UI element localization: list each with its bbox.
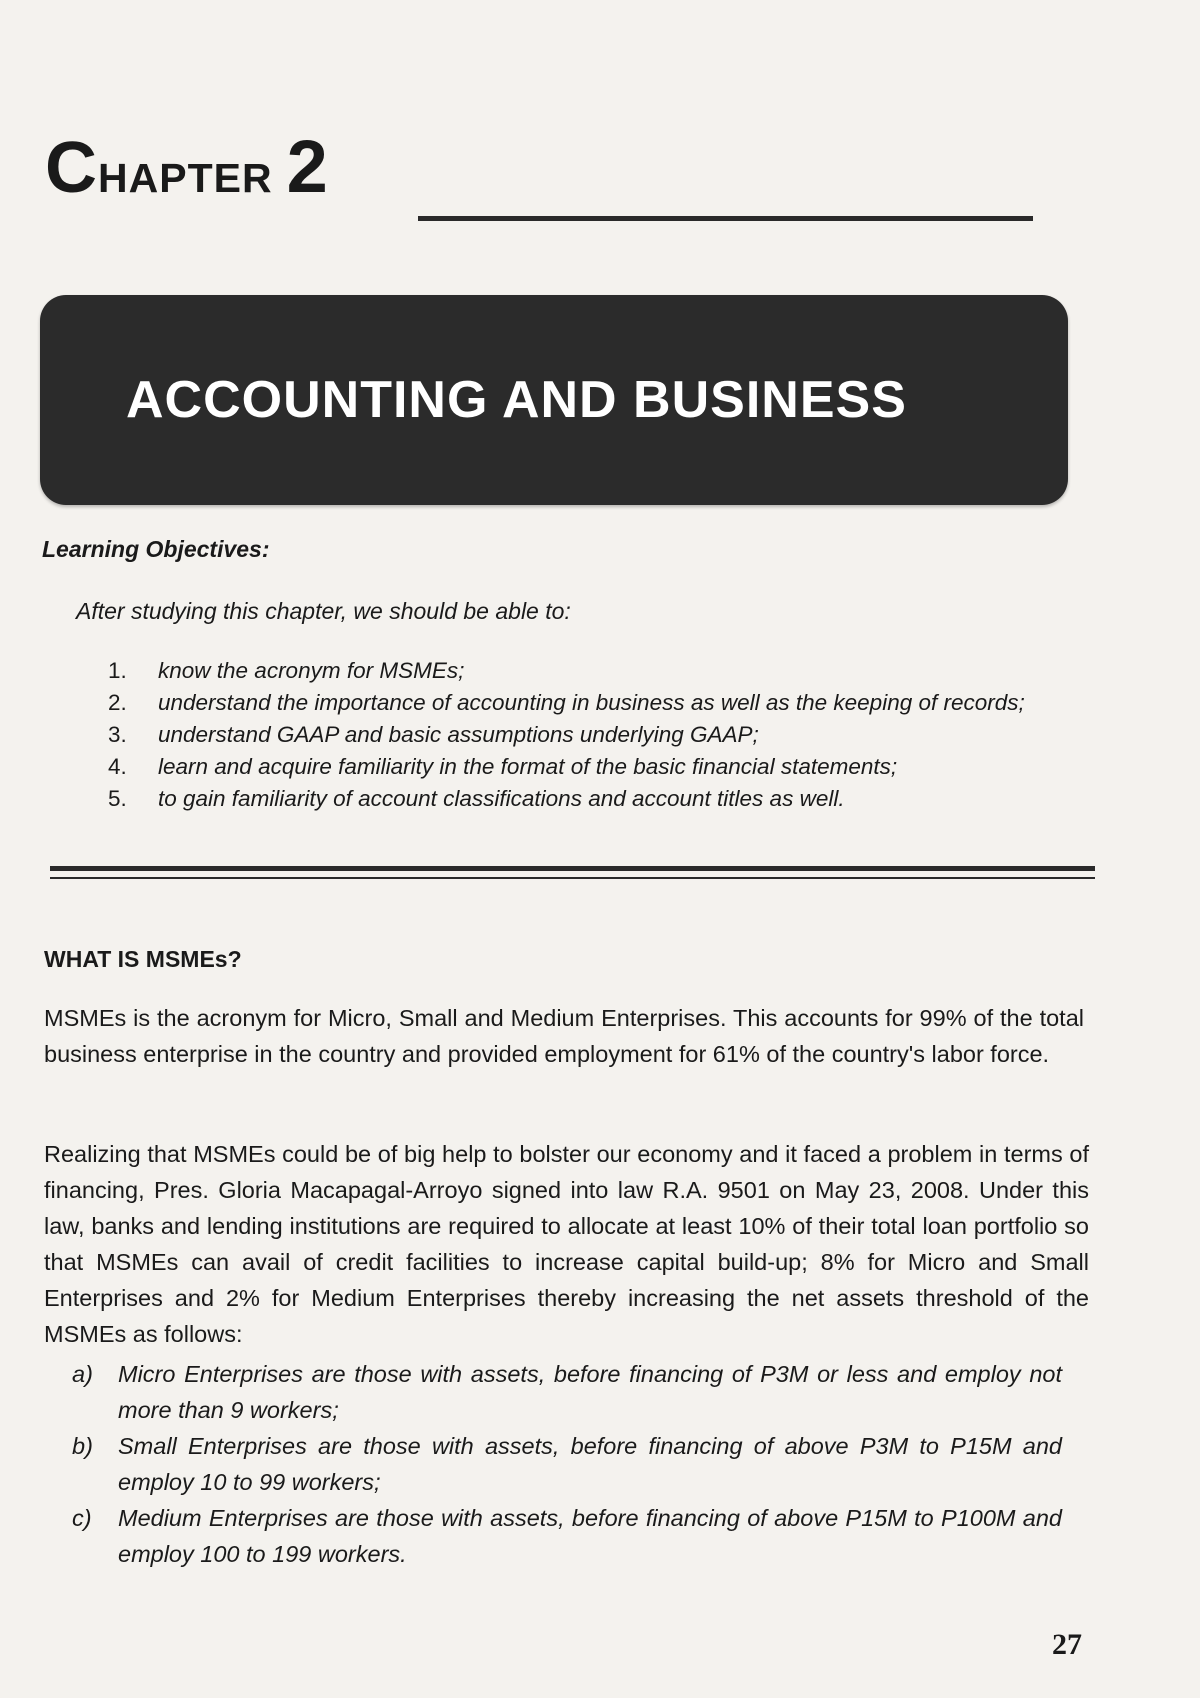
objective-number: 1. bbox=[108, 658, 127, 683]
objective-text: to gain familiarity of account classifications and account titles as well. bbox=[158, 786, 845, 811]
enterprise-item bbox=[72, 1500, 1062, 1572]
learning-objectives-list bbox=[108, 655, 1088, 815]
chapter-initial: C bbox=[45, 128, 98, 208]
enterprise-text: Small Enterprises are those with assets, before financing of above P3M to P15M and employ 10 to 99 workers; bbox=[118, 1433, 1062, 1495]
chapter-word: HAPTER bbox=[98, 155, 273, 201]
objective-number: 5. bbox=[108, 786, 127, 811]
learning-objectives-label: Learning Objectives: bbox=[42, 536, 270, 562]
objective-item bbox=[108, 783, 1088, 815]
msme-definition-paragraph: MSMEs is the acronym for Micro, Small and Medium Enterprises. This accounts for 99% of the total business enterprise in the country and provided employment for 61% of the country's labor force. bbox=[44, 1005, 1084, 1067]
objective-item bbox=[108, 751, 1088, 783]
section-divider bbox=[50, 866, 1095, 879]
objective-item bbox=[108, 655, 1088, 687]
enterprise-marker: b) bbox=[72, 1433, 93, 1459]
enterprise-item bbox=[72, 1428, 1062, 1500]
objective-number: 4. bbox=[108, 754, 127, 779]
objective-number: 2. bbox=[108, 690, 127, 715]
ra-9501-paragraph: Realizing that MSMEs could be of big help to bolster our economy and it faced a problem in terms of financing, Pres. Gloria Macapagal-Arroyo signed into law R.A. 9501 on May 23, 2008. Under this law, banks and lending institutions are required to allocate at least 10% of their total loan portfolio so that MSMEs can avail of credit facilities to increase capital build-up; 8% for Micro and Small Enterprises and 2% for Medium Enterprises thereby increasing the net assets threshold of the MSMEs as follows: bbox=[44, 1141, 1089, 1347]
chapter-title: ACCOUNTING AND BUSINESS bbox=[126, 371, 907, 429]
enterprise-marker: c) bbox=[72, 1505, 92, 1531]
objective-item bbox=[108, 687, 1088, 719]
enterprise-text: Micro Enterprises are those with assets, before financing of P3M or less and employ not more than 9 workers; bbox=[118, 1361, 1062, 1423]
objective-item bbox=[108, 719, 1088, 751]
objective-text: learn and acquire familiarity in the format of the basic financial statements; bbox=[158, 754, 898, 779]
enterprise-item bbox=[72, 1356, 1062, 1428]
chapter-number: 2 bbox=[286, 125, 328, 208]
objective-number: 3. bbox=[108, 722, 127, 747]
enterprise-marker: a) bbox=[72, 1361, 93, 1387]
chapter-heading bbox=[45, 125, 328, 208]
objective-text: understand GAAP and basic assumptions underlying GAAP; bbox=[158, 722, 759, 747]
objective-text: understand the importance of accounting in business as well as the keeping of records; bbox=[158, 690, 1025, 715]
enterprise-text: Medium Enterprises are those with assets, before financing of above P15M to P100M and employ 100 to 199 workers. bbox=[118, 1505, 1062, 1567]
learning-objectives-intro: After studying this chapter, we should be able to: bbox=[76, 598, 571, 624]
enterprise-classification-list bbox=[72, 1356, 1062, 1572]
title-banner bbox=[40, 295, 1068, 505]
page-number: 27 bbox=[1052, 1628, 1082, 1661]
objective-text: know the acronym for MSMEs; bbox=[158, 658, 465, 683]
chapter-divider bbox=[418, 216, 1033, 221]
section-heading: WHAT IS MSMEs? bbox=[44, 946, 242, 972]
